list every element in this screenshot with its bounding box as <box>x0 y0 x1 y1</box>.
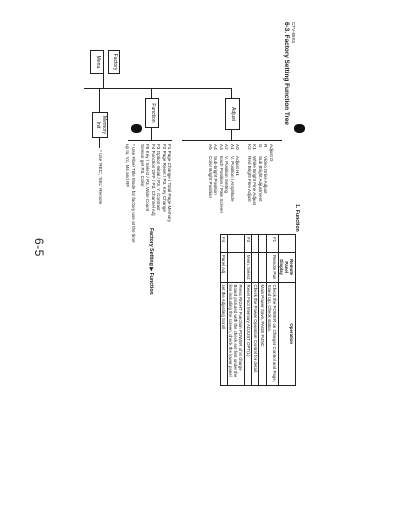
memory-link <box>99 138 100 148</box>
adjust-branch <box>231 88 232 98</box>
function-item: F4 Function OFF / P3. Channel Adj <box>150 144 156 216</box>
adjust2-item: GSub Bright Adjustment <box>257 144 263 202</box>
function-branch <box>151 88 152 98</box>
adjust-item: A0Adjust H1 <box>235 144 240 176</box>
model-label: CTV-55S1 <box>291 22 296 44</box>
adjust-item: A3Each Position / Pale Screen <box>218 144 224 213</box>
function-table <box>220 234 296 386</box>
function-item: Sensor get P3. Color <box>139 144 145 187</box>
connector <box>103 74 104 88</box>
adjust-item: A1V. Position / Amplitude <box>229 144 235 202</box>
function-item: F2 Page Reset / P3. Key Change <box>161 144 167 212</box>
tree-note-1: * Use Fiber Title Mode for factory use at the time <box>131 144 136 243</box>
remote-hint: * Use 'REC', 'SEL' Remote <box>98 150 103 205</box>
table-row: Check the Power Operation Control for detail. <box>252 235 259 386</box>
adjust-group-title: Adjust G <box>269 144 274 162</box>
column-header: Remote Panel Display <box>278 252 295 282</box>
table-row: F4 Panel Adj. set the Adjusting Scroll <box>220 235 227 386</box>
function-item: F3 Option Initial / P3. Y. Contrast <box>156 144 162 211</box>
adjust-link <box>231 130 232 140</box>
function-list <box>140 144 172 222</box>
function-bus <box>128 140 172 141</box>
adjust-item: A5Color Bright Position <box>207 144 213 198</box>
table-row: Press RIGHT Function POWER of in charge Board pictured with the check set first under the line including the screen, check the lower panel <box>227 235 244 386</box>
trunk-line <box>84 88 232 89</box>
page-number: 6-5 <box>32 238 46 257</box>
function-box: Function <box>145 98 159 128</box>
binder-hole-bottom <box>131 124 142 133</box>
adjust-list-2 <box>246 144 268 205</box>
section-title: 6-3. Factory Setting Function Tree <box>283 22 290 125</box>
tree-note-2: up to, Vc, Ms and RF <box>125 144 130 188</box>
function-link <box>151 128 152 140</box>
adjust2-item: K1White Bright Fine Adjust <box>252 144 258 206</box>
factory-mode-box: Factory <box>108 50 120 74</box>
column-header: Operation <box>278 282 295 385</box>
function-table-title: Factory Setting ▶ Function <box>148 228 154 295</box>
adjust2-item: RVideo Drive Adjust <box>263 144 268 194</box>
memory-branch <box>99 88 100 112</box>
adjust-box: Adjust <box>225 98 240 130</box>
table-row: F1 Remote Pwr Check the POWER on Charger Control and Page, Stand Up, Check status. <box>266 235 278 386</box>
menu-box: Menu <box>90 50 104 74</box>
function-heading: 1. Function <box>294 204 300 232</box>
function-item: F1 Page Change / Total Page Memory <box>167 144 172 223</box>
adjust-list <box>208 144 240 213</box>
adjust-item: A2V. Position Setting <box>224 144 230 194</box>
adjust2-item: K2Red Bright Fine Adjust <box>246 144 252 202</box>
memory-init-box: Memory Init <box>92 112 108 138</box>
table-row: F3 Mem. Select Reset Fact Memory ADJUST OPT(1) <box>245 235 252 386</box>
binder-hole-top <box>294 124 305 133</box>
table-row: Main Power Save, PAGE FUNC <box>259 235 266 386</box>
function-item: F5 Key / Select / P3. Wide Count <box>145 144 151 212</box>
adjust-bus <box>182 140 282 141</box>
table-header-row <box>278 235 295 386</box>
adjust-item: A4Sub-bright Position <box>213 144 219 195</box>
